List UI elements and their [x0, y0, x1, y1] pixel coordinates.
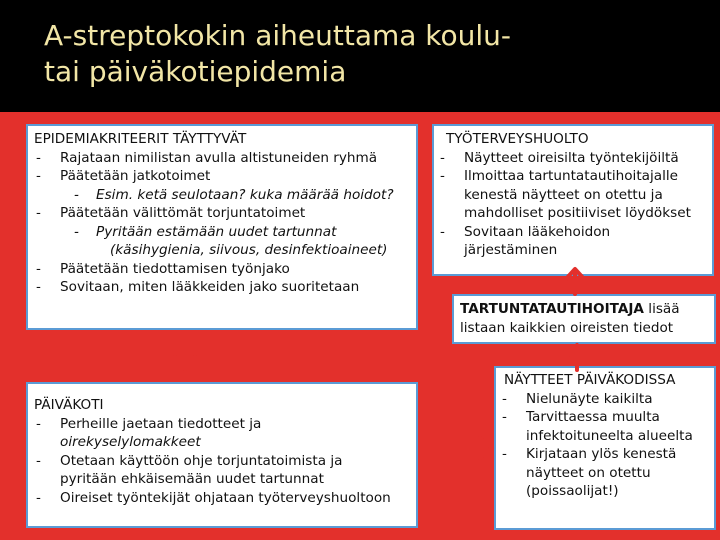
list-item-continuation: mahdolliset positiiviset löydökset — [464, 205, 691, 221]
infection-nurse-text-1: lisää — [648, 301, 680, 317]
title-line-2: tai päiväkotiepidemia — [44, 55, 347, 88]
arrow-up-icon — [562, 342, 592, 372]
list-item: - Otetaan käyttöön ohje torjuntatoimista ja — [34, 452, 410, 471]
arrow-right-icon — [418, 433, 498, 463]
epidemic-criteria-heading: EPIDEMIAKRITEERIT TÄYTTYVÄT — [34, 131, 247, 147]
list-item-continuation: pyritään ehkäisemään uudet tartunnat — [60, 471, 324, 487]
epidemic-criteria-box — [26, 124, 418, 330]
list-item-continuation: oirekyselylomakkeet — [60, 434, 201, 450]
list-subitem-continuation: (käsihygienia, siivous, desinfektioaineet) — [110, 242, 388, 258]
list-item: - Sovitaan lääkehoidon — [438, 223, 708, 242]
list-item: - Päätetään tiedottamisen työnjako — [34, 260, 410, 279]
arrow-down-icon — [170, 333, 200, 375]
list-item-continuation: infektoituneelta alueelta — [526, 427, 693, 444]
samples-heading: NÄYTTEET PÄIVÄKODISSA — [504, 372, 676, 388]
infection-nurse-box — [452, 294, 716, 344]
infection-nurse-text-2: listaan kaikkien oireisten tiedot — [460, 319, 674, 336]
list-subitem: - Esim. ketä seulotaan? kuka määrää hoidot? — [34, 186, 410, 205]
daycare-box — [26, 382, 418, 528]
list-item-continuation: näytteet on otettu — [526, 464, 651, 481]
list-item: - Päätetään välittömät torjuntatoimet — [34, 204, 410, 223]
list-item: - Päätetään jatkotoimet — [34, 167, 410, 186]
list-item: - Ilmoittaa tartuntatautihoitajalle — [438, 167, 708, 186]
infection-nurse-text — [460, 300, 708, 319]
list-item-continuation: (poissaolijat!) — [526, 483, 619, 499]
list-subitem: - Pyritään estämään uudet tartunnat — [34, 223, 410, 242]
daycare-heading: PÄIVÄKOTI — [34, 397, 104, 413]
list-item: - Sovitaan, miten lääkkeiden jako suoritetaan — [34, 278, 410, 297]
title-line-1: A-streptokokin aiheuttama koulu- — [44, 19, 512, 52]
list-item: - Kirjataan ylös kenestä — [500, 445, 710, 464]
list-item: - Nielunäyte kaikilta — [500, 390, 710, 409]
title-bar — [0, 0, 720, 112]
list-item-continuation: järjestäminen — [464, 242, 558, 258]
infection-nurse-label: TARTUNTATAUTIHOITAJA — [460, 301, 644, 317]
arrow-up-icon — [560, 266, 590, 296]
list-item: - Perheille jaetaan tiedotteet ja — [34, 415, 410, 434]
occupational-health-box — [432, 124, 714, 276]
list-item-continuation: kenestä näytteet on otettu ja — [464, 186, 663, 203]
occupational-health-heading: TYÖTERVEYSHUOLTO — [446, 131, 589, 147]
list-item: - Näytteet oireisilta työntekijöiltä — [438, 149, 708, 168]
page-title — [44, 18, 511, 90]
samples-box — [494, 366, 716, 530]
list-item: - Rajataan nimilistan avulla altistuneiden ryhmä — [34, 149, 410, 168]
list-item: - Tarvittaessa muulta — [500, 408, 710, 427]
list-item: - Oireiset työntekijät ohjataan työterveyshuoltoon — [34, 489, 410, 508]
